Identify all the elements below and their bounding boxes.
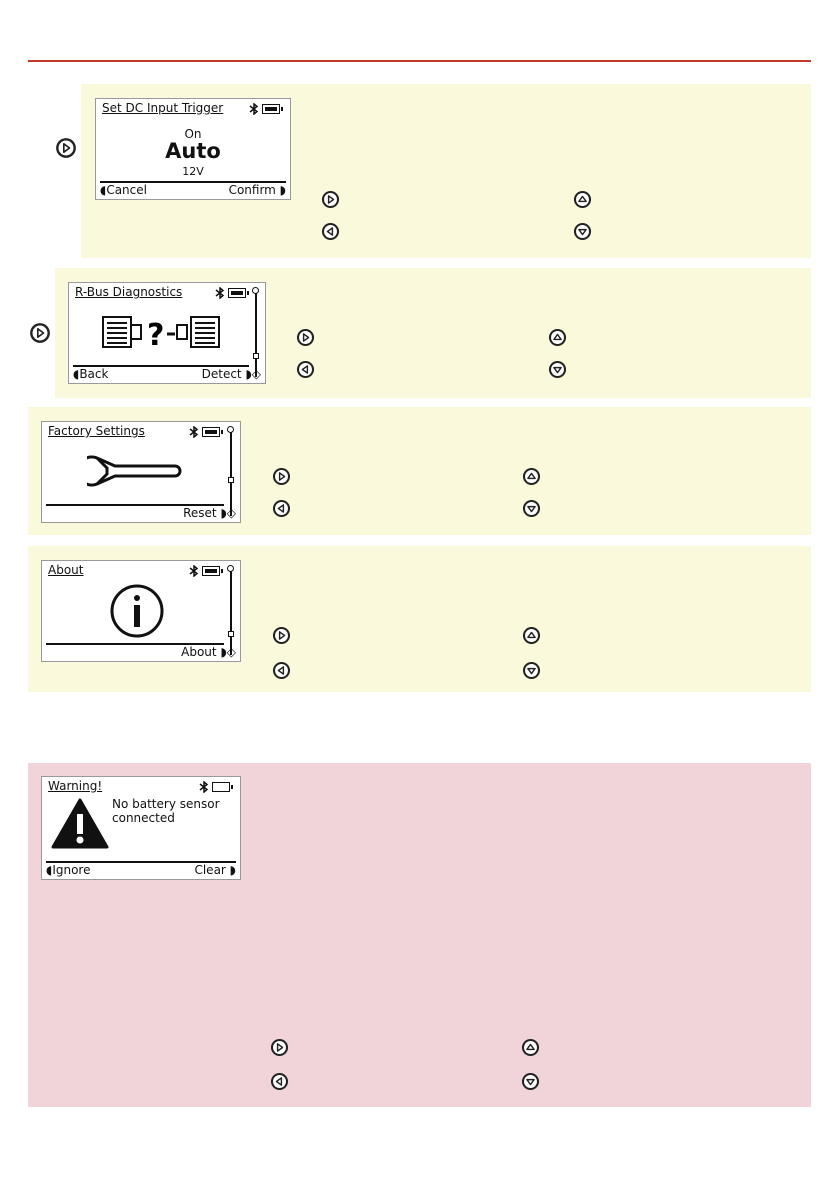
status-icons (248, 101, 280, 115)
scrollbar (230, 569, 232, 655)
factory-screen (41, 421, 241, 523)
battery-icon (202, 566, 220, 576)
up-button-icon (522, 626, 541, 645)
battery-icon (228, 288, 246, 298)
clear-softkey: Clear ◗ (194, 863, 236, 877)
battery-icon (262, 104, 280, 114)
warning-triangle-icon (50, 797, 110, 851)
right-button-icon (296, 328, 315, 347)
right-button-icon (272, 467, 291, 486)
left-button-icon (272, 661, 291, 680)
screen-title: Warning! (48, 779, 103, 793)
right-button-icon (272, 626, 291, 645)
status-icons (188, 424, 220, 438)
bluetooth-icon (214, 287, 226, 299)
left-button-icon (272, 499, 291, 518)
battery-icon (212, 782, 230, 792)
left-button-icon (296, 360, 315, 379)
scroll-thumb (253, 353, 259, 359)
up-button-icon (522, 467, 541, 486)
warning-message-line2: connected (112, 811, 175, 825)
network-plug-icon (99, 307, 229, 357)
warning-panel (28, 763, 811, 1107)
factory-panel (28, 407, 811, 535)
battery-icon (202, 427, 220, 437)
scroll-thumb (228, 477, 234, 483)
option-above: On (184, 127, 202, 141)
screen-title: Set DC Input Trigger (102, 101, 224, 115)
warning-message-line1: No battery sensor (112, 797, 220, 811)
bluetooth-icon (248, 103, 260, 115)
down-button-icon (521, 1072, 540, 1091)
left-button-icon (270, 1072, 289, 1091)
screen-title: About (48, 563, 84, 577)
bluetooth-icon (188, 426, 200, 438)
screen-title: Factory Settings (48, 424, 145, 438)
right-button-icon (55, 137, 77, 159)
right-button-icon (270, 1038, 289, 1057)
status-icons (214, 285, 246, 299)
down-button-icon (522, 661, 541, 680)
up-button-icon (573, 190, 592, 209)
dc-trigger-screen (95, 98, 291, 200)
dc-trigger-panel (81, 84, 811, 258)
status-icons (188, 563, 220, 577)
rbus-screen (68, 282, 266, 384)
down-button-icon (548, 360, 567, 379)
left-button-icon (321, 222, 340, 241)
info-icon (109, 583, 165, 639)
up-button-icon (521, 1038, 540, 1057)
reset-softkey: Reset ◗◇ (183, 506, 236, 520)
scroll-up-cap (227, 426, 234, 433)
scrollbar (255, 291, 257, 377)
screen-title: R-Bus Diagnostics (75, 285, 183, 299)
about-screen (41, 560, 241, 662)
bluetooth-icon (188, 565, 200, 577)
about-panel (28, 546, 811, 692)
down-button-icon (522, 499, 541, 518)
about-softkey: About ◗◇ (181, 645, 236, 659)
up-button-icon (548, 328, 567, 347)
option-selected: Auto (165, 139, 221, 163)
down-button-icon (573, 222, 592, 241)
header-rule (28, 60, 811, 62)
detect-softkey: Detect ◗◇ (201, 367, 261, 381)
right-button-icon (321, 190, 340, 209)
right-button-icon (29, 322, 51, 344)
wrench-icon (87, 446, 187, 496)
ignore-softkey: ◖Ignore (46, 863, 91, 877)
status-icons (198, 779, 230, 793)
back-softkey: ◖Back (73, 367, 109, 381)
confirm-softkey: Confirm ◗ (228, 183, 286, 197)
rbus-panel (55, 268, 811, 398)
scroll-up-cap (227, 565, 234, 572)
scrollbar (230, 430, 232, 516)
scroll-thumb (228, 631, 234, 637)
option-below: 12V (182, 165, 204, 178)
svg-text:?: ? (147, 318, 165, 353)
bluetooth-icon (198, 781, 210, 793)
cancel-softkey: ◖Cancel (100, 183, 147, 197)
warning-screen (41, 776, 241, 880)
scroll-up-cap (252, 287, 259, 294)
